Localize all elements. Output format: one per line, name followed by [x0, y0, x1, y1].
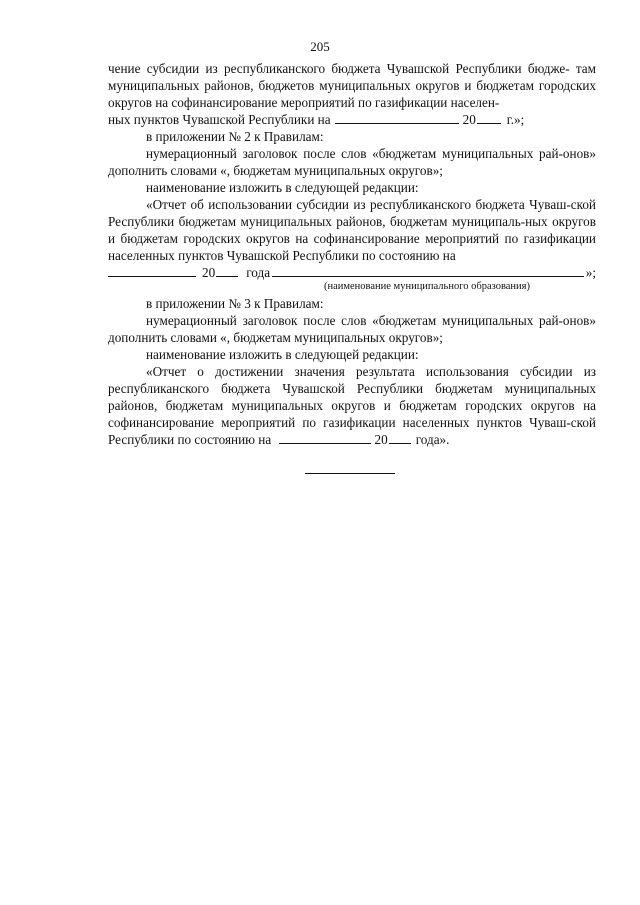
paragraph-appendix-3: в приложении № 3 к Правилам: — [146, 296, 324, 311]
document-body — [108, 60, 596, 448]
paragraph-heading-appendix-2: нумерационный заголовок после слов «бюджетам муниципальных рай-онов» дополнить словами «, бюджетам муниципальных округов»; — [108, 146, 596, 178]
paragraph-report-title-3 — [108, 363, 596, 448]
year-blank — [477, 111, 501, 124]
year-prefix: 20 — [202, 265, 216, 280]
date-blank — [279, 431, 371, 444]
paragraph-report-title-2: «Отчет об использовании субсидии из республиканского бюджета Чуваш-ской Республики бюджетам муниципальных районов, бюджетам муниципаль-ных округов и бюджетам городских округов на софинансирование мероприятий по газификации населенных пунктов Чувашской Республики по состоянию на — [108, 197, 596, 263]
municipality-blank — [272, 264, 584, 277]
paragraph-heading-appendix-3: нумерационный заголовок после слов «бюджетам муниципальных рай-онов» дополнить словами «, бюджетам муниципальных округов»; — [108, 313, 596, 345]
date-blank — [335, 111, 459, 124]
paragraph-appendix-2: в приложении № 2 к Правилам: — [146, 129, 324, 144]
text-line: там муниципальных районов, бюджетов муниципальных округов и бюджетам — [108, 61, 596, 93]
text-line: ных пунктов Чувашской Республики на — [108, 112, 331, 127]
year-prefix: 20 — [462, 112, 476, 127]
date-blank — [108, 264, 196, 277]
page-number: 205 — [310, 39, 330, 54]
paragraph-name-appendix-3: наименование изложить в следующей редакции: — [146, 347, 419, 362]
text-line: »; — [585, 265, 596, 280]
date-fill-line — [108, 111, 596, 128]
year-blank — [216, 264, 238, 277]
end-separator-line — [305, 473, 395, 474]
paragraph-name-appendix-2: наименование изложить в следующей редакции: — [146, 180, 419, 195]
text-line: городских округов на софинансирование мероприятий по газификации населен- — [108, 78, 597, 110]
report-date-line — [108, 264, 596, 281]
report-3-suffix: года». — [415, 432, 450, 447]
year-prefix: 20 — [374, 432, 388, 447]
text-line: г.»; — [506, 112, 525, 127]
text-line: чение субсидии из республиканского бюджета Чувашской Республики бюдже- — [108, 61, 570, 76]
year-blank — [389, 431, 411, 444]
year-word: года — [246, 265, 271, 280]
paragraph-subsidy-continuation — [108, 60, 596, 111]
report-3-text: «Отчет о достижении значения результата использования субсидии из республиканского бюджета Чувашской Республики бюджетам муниципальных районов, бюджетам муниципальных округов и бюджетам городских округов на софинансирование мероприятий по газификации населенных пунктов Чуваш-ской Республики по состоянию на — [108, 364, 596, 447]
municipality-caption: (наименование муниципального образования) — [323, 281, 531, 292]
